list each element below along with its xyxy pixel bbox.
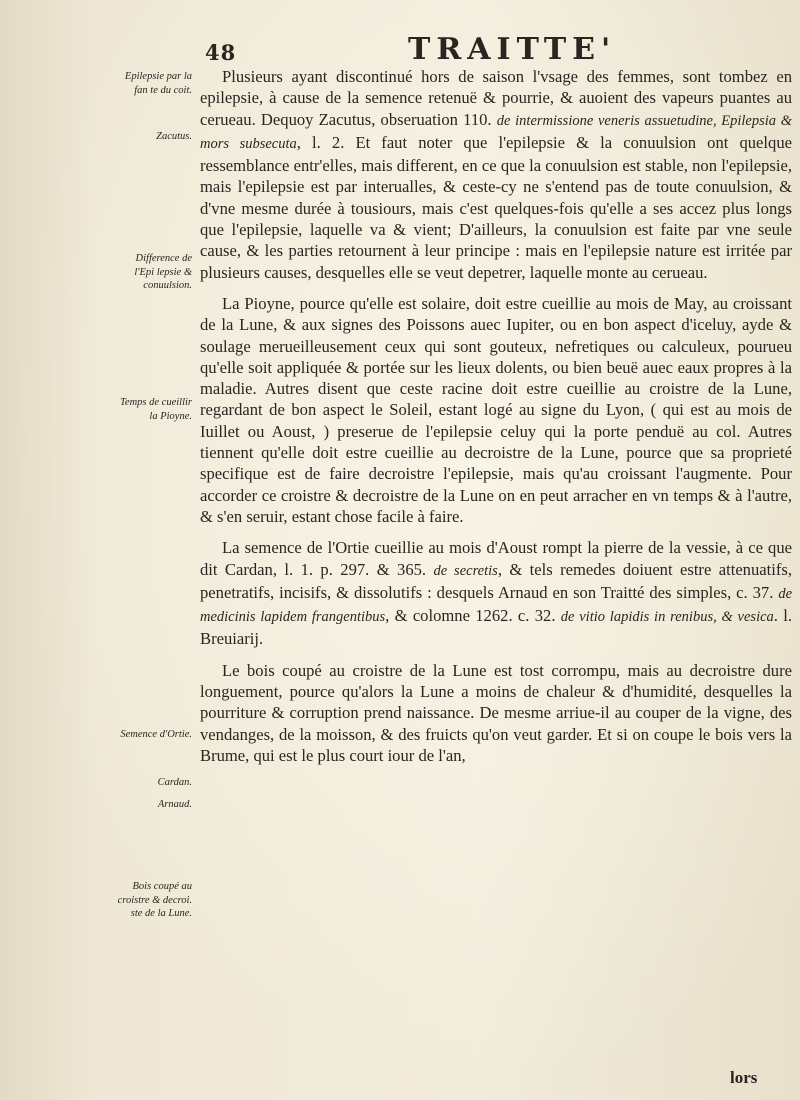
text-run: , & colomne 1262. c. 32. [385, 606, 561, 626]
margin-note-difference: Difference de l'Epi lepsie & conuulsion. [134, 253, 192, 291]
latin-citation: de intermissione veneris assuetudine, Epilepsia & mors subsecuta [200, 112, 792, 152]
margin-note-pioyne: Temps de cueillir la Pioyne. [120, 397, 192, 422]
margin-note-epilepsie: Epilepsie par la fan te du coit. [124, 71, 192, 96]
paragraph-bois [200, 660, 792, 766]
latin-citation: de vitio lapidis in renibus, & vesica [560, 609, 774, 626]
latin-citation: de medicinis lapidem frangentibus [200, 585, 792, 626]
body-text [200, 66, 792, 776]
text-run: Le bois coupé au croistre de la Lune est tost corrompu, mais au decroistre dure longuement, pource qu'alors la Lune a moins de chaleur & d'humidité, desquelles la pourriture & corruption prend naissance. De mesme arriue-il au couper de la vigne, des vendanges, de la moisson, & des fruicts qu'on veut garder. Et si on coupe le bois vers la Brume, qui est le plus court iour de l'an, [200, 660, 792, 765]
text-run: Plusieurs ayant discontinué hors de saison l'vsage des femmes, sont tombez en epilepsie, à cause de la semence retenuë & pourrie, & auoient des vapeurs puantes au cerueau. Dequoy Zacutus, obseruation 110. [200, 67, 792, 129]
margin-notes [0, 0, 200, 1100]
latin-citation: de secretis [433, 562, 498, 579]
page-number: 48 [205, 40, 237, 65]
catchword: lors [730, 1068, 758, 1087]
margin-note-zacutus: Zacutus. [156, 131, 192, 142]
text-run: , l. 2. Et faut noter que l'epilepsie & la conuulsion ont quelque ressemblance entr'elles, mais different, en ce que la conuulsion est stable, non l'epilepsie, mais l'epilepsie est par interualles, & ceste-cy ne s'entend pas de toute conuulsion, & d'vne mesme durée à tousiours, mais c'est quelques-fois qu'elle a ses accez plus longs que l'epilepsie, laquelle va & vient; D'ailleurs, la conuulsion est faite par vne seule cause, & les parties retournent à leur principe : mais en l'epilepsie nature est irritée par plusieurs causes, desquelles elle se veut depetrer, laquelle monte au cerueau. [200, 132, 792, 282]
paragraph-ortie [200, 537, 792, 649]
margin-note-arnaud: Arnaud. [157, 799, 192, 810]
running-title: TRAITTE' [408, 32, 617, 67]
margin-note-cardan: Cardan. [157, 777, 192, 788]
margin-note-ortie: Semence d'Ortie. [120, 729, 192, 740]
text-run: , & tels remedes doiuent estre attenuatifs, penetratifs, incisifs, & dissolutifs : desquels Arnaud en son Traitté des simples, c. 37. [200, 559, 792, 602]
paragraph-epilepsie [200, 66, 792, 283]
text-run: . l. Breuiarij. [200, 606, 792, 649]
text-run: La semence de l'Ortie cueillie au mois d'Aoust rompt la pierre de la vessie, à ce que dit Cardan, l. 1. p. 297. & 365. [200, 538, 792, 579]
paragraph-pioyne [200, 293, 792, 527]
margin-note-bois: Bois coupé au croistre & decroi. ste de la Lune. [117, 881, 192, 919]
text-run: La Pioyne, pource qu'elle est solaire, doit estre cueillie au mois de May, au croissant de la Lune, & aux signes des Poissons auec Iupiter, ou en bon aspect d'iceluy, ayde & soulage merueilleusement ceux qui sont gouteux, nefretiques ou calculeux, pourueu qu'elle soit appliquée & portée sur les lieux dolents, ou bien beuë auec eaux propres à la maladie. Autres disent que ceste racine doit estre cueillie au croistre de la Lune, regardant de bon aspect le Soleil, estant logé au signe du Lyon, ( qui est au mois de Iuillet ou Aoust, ) preserue de l'epilepsie celuy qui la porte penduë au col. Autres tiennent qu'elle doit estre cueillie au decroistre de la Lune, pource que sa proprieté specifique est de faire decroistre l'epilepsie, mais qu'au croissant l'augmente. Pour accorder ce croistre & decroistre de la Lune on en peut arracher en vn temps & à l'autre, & s'en seruir, estant chose facile à faire. [200, 293, 792, 526]
